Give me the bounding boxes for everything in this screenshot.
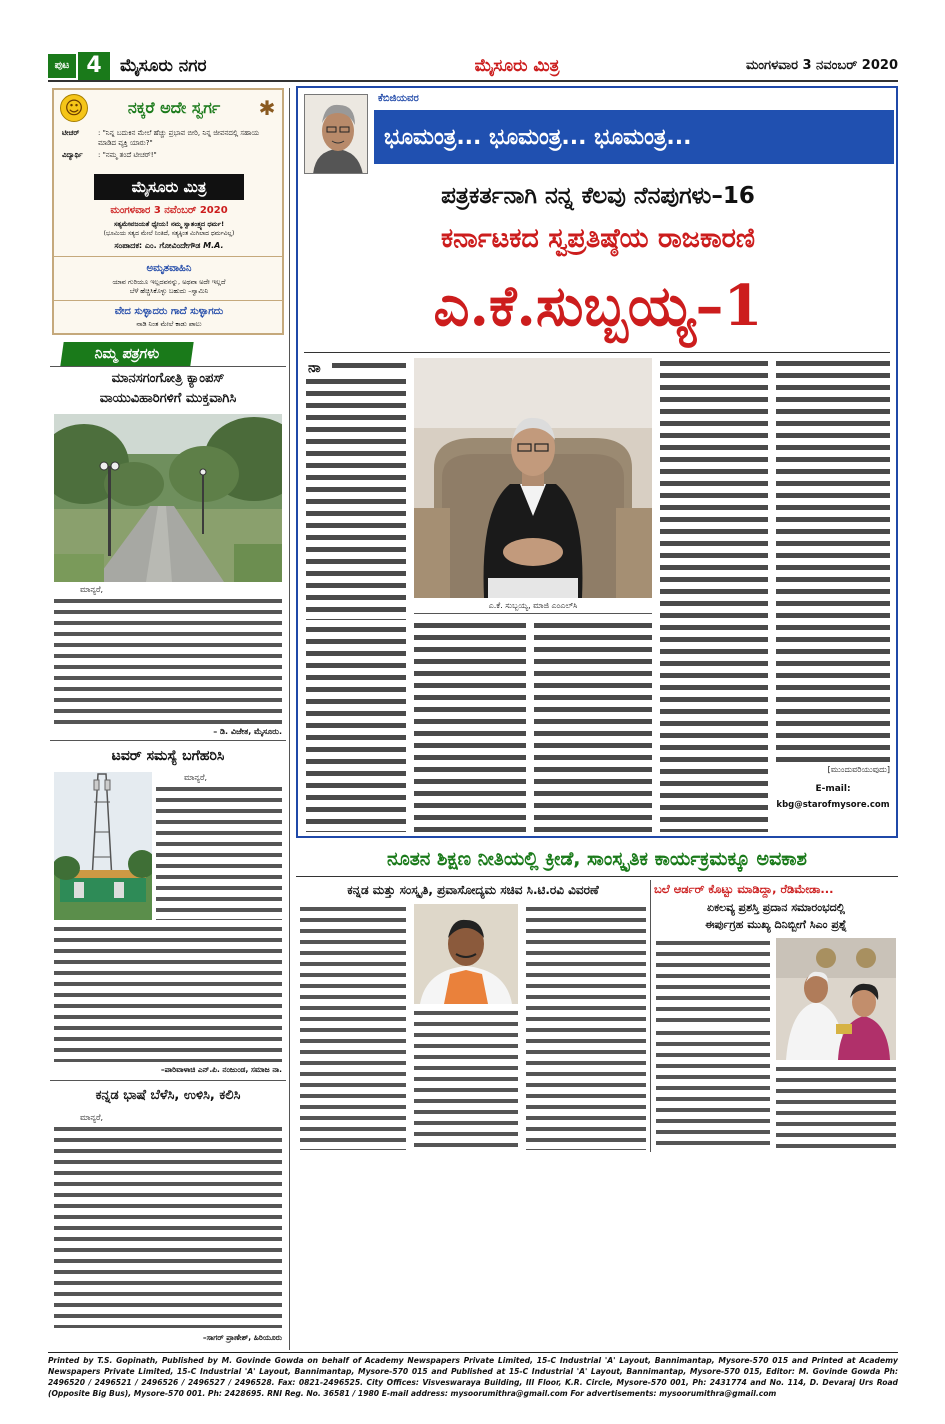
tower-illustration: [54, 772, 152, 920]
article-col1-top: [332, 360, 406, 374]
minister-portrait: [414, 904, 518, 1004]
ravi-photo: [414, 904, 518, 1004]
article-col1-b: [306, 624, 406, 832]
story3-col1-b: [656, 1028, 770, 1150]
article-col1: [306, 376, 406, 620]
story2-subhead: ಕನ್ನಡ ಮತ್ತು ಸಂಸ್ಕೃತಿ, ಪ್ರವಾಸೋದ್ಯಮ ಸಚಿವ ಸಿ.ಟಿ.ರವಿ ವಿವರಣೆ: [347, 883, 599, 897]
editor-line: [58, 240, 280, 252]
letter1-salutation: ಮಾನ್ಯರೆ,: [80, 585, 104, 594]
series-title: ಪತ್ರಕರ್ತನಾಗಿ ನನ್ನ ಕೆಲವು ನೆನಪುಗಳು–16: [441, 183, 755, 209]
joke-row2-val: : "ನಮ್ಮ ತಂದೆ ಟೀಚರ್!": [98, 151, 157, 159]
letter2-salutation: ಮಾನ್ಯರೆ,: [184, 773, 208, 782]
campus-road-photo: [54, 414, 282, 582]
motto-line1: ಸತ್ಯಮೇವಜಯತೆ ಧ್ಯೇಯ! ನಮ್ಮ ಸ್ವಾತಂತ್ರ್ಯದ ಧರ್ಮ!: [113, 220, 225, 228]
headline: ಎ.ಕೆ.ಸುಬ್ಬಯ್ಯ–1: [433, 273, 763, 339]
author-photo: [304, 94, 368, 174]
award-event-illustration: [776, 938, 896, 1060]
joke-row1-val: : "ನಿನ್ನ ಬದುಕಿನ ಮೇಲೆ ಹೆಚ್ಚು ಪ್ರಭಾವ ಬೀರಿ, ನಿನ್ನ ಜೀವನದಲ್ಲಿ ಸಹಾಯ ಮಾಡಿದ ವ್ಯಕ್ತಿ ಯಾರು?": [98, 129, 259, 147]
main-article-box: [296, 86, 898, 838]
column-kicker: ಕೆಬಿಜಿಯವರ: [378, 93, 419, 104]
story2-headline: ನೂತನ ಶಿಕ್ಷಣ ನೀತಿಯಲ್ಲಿ ಕ್ರೀಡೆ, ಸಾಂಸ್ಕೃತಿಕ ಕಾರ್ಯಕ್ರಮಕ್ಕೂ ಅವಕಾಶ: [387, 848, 807, 870]
letter3-salutation: ಮಾನ್ಯರೆ,: [80, 1113, 104, 1122]
email-address: kbg@starofmysore.com: [776, 800, 890, 810]
letters-section: [50, 342, 286, 1352]
mini-masthead: ಮೈಸೂರು ಮಿತ್ರ: [94, 174, 244, 200]
letter2-title: ಟವರ್ ಸಮಸ್ಯೆ ಬಗೆಹರಿಸಿ: [111, 748, 225, 764]
tower-photo: [54, 772, 152, 920]
masthead: ಮೈಸೂರು ಮಿತ್ರ: [474, 56, 560, 76]
proverb-text: ನಾಡಿ ನಿಂತ ಮೇಲೆ ಕಾಡು ಪಾಲು: [136, 320, 202, 328]
story3-head1: ಬಲೆ ಆರ್ಡರ್ ಕೊಟ್ಟು ಮಾಡಿದ್ದಾ, ರೆಡಿಮೇಡಾ...: [654, 882, 834, 896]
mini-date: ಮಂಗಳವಾರ 3 ನವೆಂಬರ್ 2020: [110, 205, 228, 216]
proverb-title: ವೇದ ಸುಳ್ಳಾದರು ಗಾದೆ ಸುಳ್ಳಾಗದು: [114, 306, 224, 317]
editor-degree: M.A.: [203, 241, 224, 250]
page-label: ಪುಟ: [48, 54, 76, 78]
letter3-title: ಕನ್ನಡ ಭಾಷೆ ಬೆಳೆಸಿ, ಉಳಿಸಿ, ಕಲಿಸಿ: [95, 1088, 241, 1103]
joke-row2-key: ವಿದ್ಯಾರ್ಥಿ: [62, 151, 83, 159]
email-label: E-mail:: [815, 784, 851, 794]
letter2-signature: –ಪಾರಿವಾಳಾಚಿ ಎನ್.ಪಿ. ನಂಜುಂಡ, ಸಮಾಜ ನಾ.: [160, 1065, 282, 1074]
campus-road-illustration: [54, 414, 282, 582]
story2-col3: [526, 904, 646, 1150]
story2-col1: [300, 904, 406, 1150]
story3-head3: ಈರ್ಪುಗ್ರಹ ಮುಖ್ಯ ದಿನಿಬ್ಬೀಗೆ ಸಿಎಂ ಪ್ರಶ್ನೆ: [705, 918, 847, 931]
amrita-line1: ಯಾವ ಗುರಿಯೂ ಇಲ್ಲದವನನ್ನು, ಅಥವಾ ಅದೇ ಇಲ್ಲದೆ: [112, 278, 226, 286]
joke-row1-key: ಟೀಚರ್: [62, 129, 80, 137]
subhead: ಕರ್ನಾಟಕದ ಸ್ವಪ್ರತಿಷ್ಠೆಯ ರಾಜಕಾರಣಿ: [440, 223, 756, 254]
letter3-body: [54, 1124, 282, 1328]
article-col2: [414, 620, 526, 832]
letter1-body: [54, 596, 282, 724]
story2-col2: [414, 1008, 518, 1150]
photo-caption: ಎ.ಕೆ. ಸುಬ್ಬಯ್ಯ, ಮಾಜಿ ಎಂಎಲ್‌ಸಿ: [414, 598, 652, 614]
story3-col2: [776, 1064, 896, 1150]
story3-col1: [656, 938, 770, 1024]
award-photo: [776, 938, 896, 1060]
letters-banner: ನಿಮ್ಮ ಪತ್ರಗಳು: [60, 342, 193, 366]
letter1-title-a: ಮಾನಸಗಂಗೋತ್ರಿ ಕ್ಯಾಂಪಸ್: [111, 371, 225, 386]
article-col4: [660, 358, 768, 832]
laughing-face-icon: ☺: [60, 94, 88, 122]
letter1-signature: – ಡಿ. ವಿಜೇತ, ಮೈಸೂರು.: [213, 727, 282, 736]
editor-name: ಸಂಪಾದಕ: ಎಂ. ಗೋವಿಂದೇಗೌಡ: [114, 241, 201, 250]
motto-line2: (ಭೂಮಿಯ ಸತ್ಯದ ಮೇಲೆ ನಿಂತಿದೆ, ಸತ್ಯಕ್ಕಿಂತ ಮಿಗಿಲಾದ ಧರ್ಮವಿಲ್ಲ): [103, 230, 235, 237]
amrita-line2: ಬೆಳೆ ಹೆಚ್ಚಿಸಿಕೊಳ್ಳು ಬಹುದು –ಸ್ವಾಮಿನಿ: [129, 287, 209, 295]
continued-note: [ಮುಂದುವರಿಯುವುದು]: [827, 765, 890, 774]
header-date: ಮಂಗಳವಾರ 3 ನವಂಬರ್ 2020: [745, 58, 898, 73]
letter3-signature: –ಸಾಗರ್ ಪ್ರಾಣೇಶ್, ಹಿರಿಯೂರು: [202, 1333, 282, 1342]
dropcap: ನಾ: [308, 360, 321, 376]
section-title: ಮೈಸೂರು ನಗರ: [120, 56, 207, 76]
header-rule: [48, 80, 898, 82]
scarecrow-icon: ✱: [258, 96, 276, 120]
story3-head2: ಏಕಲವ್ಯ ಪ್ರಶಸ್ತಿ ಪ್ರದಾನ ಸಮಾರಂಭದಲ್ಲಿ: [706, 901, 846, 914]
imprint: Printed by T.S. Gopinath, Published by M. Govinde Gowda on behalf of Academy Newspapers Private Limited, 15-C Industrial 'A' Layout, Bannimantap, Mysore-570 015 and Printed at Academy Newspapers Private Limited, 15-C Industrial 'A' Layout, Bannimantap, Mysore-570 015 and Published at 15-C Industrial 'A' Layout, Bannimantap, Mysore-570 015, Editor: M. Govinde Gowda Ph: 2496520 / 2496521 / 2496526 / 2496527 / 2496528. Fax: 0821-2496525. City Offices: Visveswaraya Building, III Floor, K.R. Circle, Mysore-570 001, Ph: 2431774 and No. 114, D. Devaraj Urs Road (Opposite Big Bus), Mysore-570 001. Ph: 2428695. RNI Reg. No. 36581 / 1980 E-mail address: mysoorumithra@gmail.com For advertisements: mysoorumithra@gmail.com: [48, 1356, 898, 1398]
page-number: 4: [76, 52, 110, 80]
column-title: ಭೂಮಂತ್ರ... ಭೂಮಂತ್ರ... ಭೂಮಂತ್ರ...: [384, 125, 692, 150]
letter2-body: [54, 924, 282, 1062]
subbaiah-portrait: [414, 358, 652, 598]
joke-box: [52, 88, 284, 335]
article-col5: [776, 358, 890, 762]
subbaiah-photo: [414, 358, 652, 598]
joke-title: ನಕ್ಕರೆ ಅದೇ ಸ್ವರ್ಗ: [127, 98, 221, 117]
letter2-body-right: [156, 784, 282, 920]
letter1-title-b: ವಾಯುವಿಹಾರಿಗಳಿಗೆ ಮುಕ್ತವಾಗಿಸಿ: [99, 391, 237, 406]
page-header: [48, 52, 898, 80]
article-col3-b: [534, 620, 652, 832]
author-portrait: [305, 95, 368, 174]
amrita-title: ಅಮೃತವಾಹಿನಿ: [146, 263, 192, 274]
